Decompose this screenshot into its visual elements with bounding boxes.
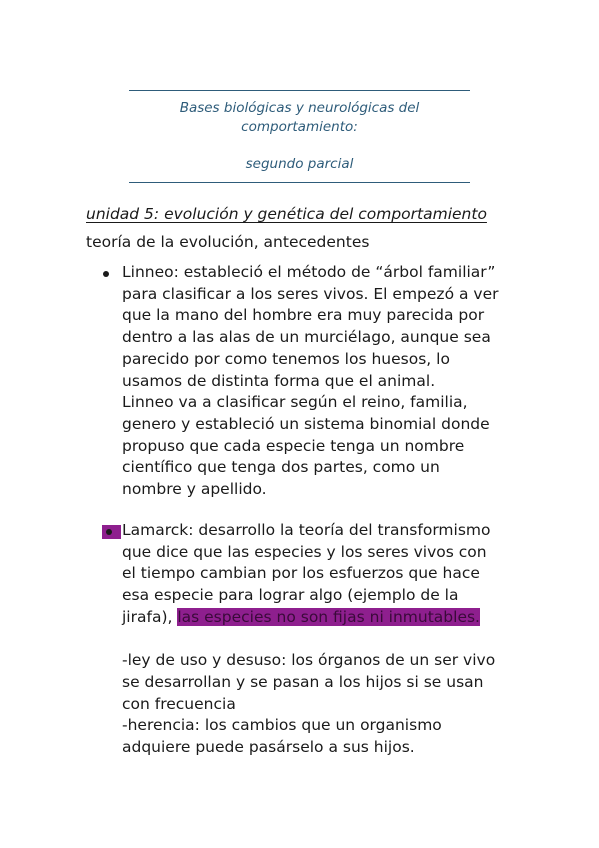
paragraph-line: esa especie para lograr algo (ejemplo de la	[122, 586, 459, 605]
title-line-1: Bases biológicas y neurológicas del	[179, 100, 420, 116]
paragraph-line: se desarrollan y se pasan a los hijos si se usan	[122, 672, 484, 691]
document-subtitle: segundo parcial	[245, 156, 354, 172]
title-line-2: comportamiento:	[241, 119, 358, 135]
bullet-icon	[106, 529, 112, 535]
paragraph-line: que la mano del hombre era muy parecida por	[122, 306, 485, 325]
list-item-lamarck	[122, 520, 522, 759]
highlighted-text: las especies no son fijas ni inmutables.	[177, 607, 480, 626]
paragraph-line: nombre y apellido.	[122, 480, 267, 499]
paragraph-line: -ley de uso y desuso: los órganos de un ser vivo	[122, 651, 496, 670]
document-title	[129, 99, 470, 137]
paragraph-line: parecido por como tenemos los huesos, lo	[122, 349, 450, 368]
blank-line	[122, 629, 522, 651]
list-item-linneo	[122, 262, 522, 501]
paragraph-line: dentro a las alas de un murciélago, aunque sea	[122, 328, 491, 347]
bullet-icon	[103, 271, 109, 277]
paragraph-line: con frecuencia	[122, 694, 236, 713]
paragraph-line: -herencia: los cambios que un organismo	[122, 716, 442, 735]
paragraph-line: científico que tenga dos partes, como un	[122, 458, 440, 477]
header-bottom-rule	[129, 182, 470, 183]
paragraph-line: que dice que las especies y los seres vivos con	[122, 542, 487, 561]
paragraph-line: propuso que cada especie tenga un nombre	[122, 436, 465, 455]
paragraph-line: genero y estableció un sistema binomial donde	[122, 414, 490, 433]
paragraph-line: Linneo: estableció el método de “árbol familiar”	[122, 263, 496, 281]
unit-heading: unidad 5: evolución y genética del comportamiento	[86, 205, 487, 223]
section-heading: teoría de la evolución, antecedentes	[86, 233, 370, 251]
plain-text: jirafa),	[122, 607, 178, 626]
paragraph-line: para clasificar a los seres vivos. El empezó a ver	[122, 284, 499, 303]
paragraph-line: usamos de distinta forma que el animal.	[122, 371, 436, 390]
paragraph-line: adquiere puede pasárselo a sus hijos.	[122, 738, 415, 757]
paragraph-line: Linneo va a clasificar según el reino, familia,	[122, 393, 468, 412]
highlighted-bullet	[102, 525, 121, 539]
paragraph-line: Lamarck: desarrollo la teoría del transformismo	[122, 521, 491, 539]
paragraph-line: el tiempo cambian por los esfuerzos que hace	[122, 564, 480, 583]
paragraph-line	[122, 607, 522, 629]
header-top-rule	[129, 90, 470, 91]
